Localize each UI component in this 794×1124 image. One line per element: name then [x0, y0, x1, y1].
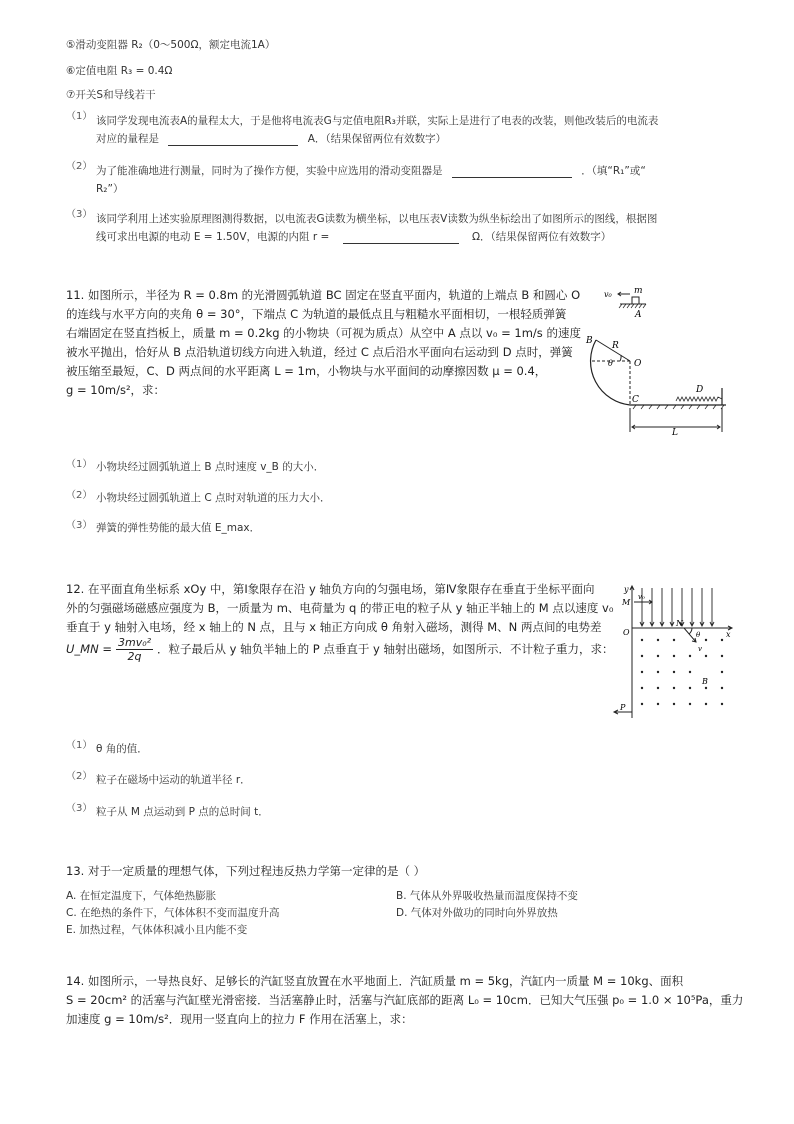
q11-fig-label-D: D: [696, 385, 704, 395]
q10-s1-line2: [96, 130, 446, 148]
q12-line-4-rest: ．粒子最后从 y 轴负半轴上的 P 点垂直于 y 轴射出磁场，如图所示．不计粒子重力，求：: [157, 642, 614, 656]
q12-fig-label-theta: θ: [696, 631, 701, 639]
q12-umn-lhs: U_MN =: [66, 642, 112, 656]
item-7-switch-wires: ⑦开关S和导线若干: [66, 89, 156, 101]
q11-subquestion-2: [66, 487, 566, 507]
q13-option-A[interactable]: A. 在恒定温度下，气体绝热膨胀: [66, 890, 217, 902]
q10-s1-answer-blank[interactable]: [168, 133, 298, 146]
q12-s1-number: （1）: [66, 740, 93, 751]
q10-s1-text-pre: 对应的量程是: [96, 133, 159, 145]
q11-line-4: 被水平抛出，恰好从 B 点沿轨道切线方向进入轨道，经过 C 点后沿水平面向右运动到 D 点时，弹簧: [66, 345, 573, 359]
q10-s3-line2: [96, 228, 611, 246]
q13-option-B[interactable]: B. 气体从外界吸收热量而温度保持不变: [396, 890, 578, 902]
q11-fig-label-v0: v₀: [604, 290, 612, 299]
q12-s3-number: （3）: [66, 803, 93, 814]
q10-s2-text-pre: 为了能准确地进行测量，同时为了操作方便，实验中应选用的滑动变阻器是: [96, 165, 443, 177]
q12-subquestion-2: [66, 768, 566, 788]
q12-umn-fraction: [116, 636, 153, 663]
q10-subquestion-2: [66, 158, 766, 198]
q11-subquestion-1: [66, 456, 566, 476]
q11-fig-label-C: C: [632, 395, 639, 405]
q14-line-1: 14. 如图所示，一导热良好、足够长的汽缸竖直放置在水平地面上．汽缸质量 m = 5kg，汽缸内一质量 M = 10kg、面积: [66, 974, 684, 988]
q10-s2-line1: [96, 162, 646, 180]
q11-s2-number: （2）: [66, 490, 93, 501]
q12-s1-text: θ 角的值．: [96, 743, 148, 755]
q11-fig-label-theta: θ: [608, 359, 613, 368]
q11-fig-label-R: R: [612, 341, 619, 351]
q12-fig-label-B: B: [702, 677, 708, 686]
q10-s2-number: （2）: [66, 161, 93, 172]
q11-s3-text: 弹簧的弹性势能的最大值 E_max．: [96, 522, 261, 534]
q10-subquestion-3: [66, 206, 766, 246]
q12-subquestion-1: [66, 737, 566, 757]
q12-fig-label-v0: v₀: [638, 593, 645, 601]
q12-s2-text: 粒子在磁场中运动的轨道半径 r．: [96, 774, 251, 786]
item-5-slide-rheostat: ⑤滑动变阻器 R₂（0～500Ω，额定电流1A）: [66, 39, 276, 51]
q12-fig-label-O: O: [623, 628, 630, 637]
q11-line-6: g = 10m/s²，求：: [66, 383, 166, 397]
q11-fig-label-A: A: [635, 310, 642, 320]
q11-s2-text: 小物块经过圆弧轨道上 C 点时对轨道的压力大小．: [96, 492, 331, 504]
item-6-fixed-resistor: ⑥定值电阻 R₃ = 0.4Ω: [66, 65, 173, 77]
q10-s3-text-post: Ω．（结果保留两位有效数字）: [471, 231, 612, 243]
q12-umn-denominator: 2q: [127, 649, 142, 663]
q10-s1-text-post: A．（结果保留两位有效数字）: [307, 133, 447, 145]
q12-fig-label-x: x: [726, 630, 731, 639]
q12-line-2: 外的匀强磁场磁感应强度为 B，一质量为 m、电荷量为 q 的带正电的粒子从 y 轴正半轴上的 M 点以速度 v₀: [66, 601, 614, 615]
q12-fig-label-y: y: [624, 585, 629, 594]
q10-s3-number: （3）: [66, 209, 93, 220]
q12-fig-label-M: M: [622, 598, 631, 607]
q11-line-2: 的连线与水平方向的夹角 θ = 30°，下端点 C 为轨道的最低点且与粗糙水平面相切，一根轻质弹簧: [66, 307, 567, 321]
q11-fig-label-L: L: [672, 428, 678, 438]
q12-s3-text: 粒子从 M 点运动到 P 点的总时间 t．: [96, 806, 269, 818]
q11-s1-text: 小物块经过圆弧轨道上 B 点时速度 v_B 的大小．: [96, 461, 325, 473]
q11-fig-label-m: m: [634, 286, 643, 296]
q13-option-E[interactable]: E. 加热过程，气体体积减小且内能不变: [66, 924, 248, 936]
q12-line-1: 12. 在平面直角坐标系 xOy 中，第Ⅰ象限存在沿 y 轴负方向的匀强电场，第Ⅳ象限存在垂直于坐标平面向: [66, 582, 595, 596]
q11-line-1: 11. 如图所示，半径为 R = 0.8m 的光滑圆弧轨道 BC 固定在竖直平面内，轨道的上端点 B 和圆心 O: [66, 288, 581, 302]
q10-s3-text-pre: 线可求出电源的电动 E = 1.50V，电源的内阻 r =: [96, 231, 330, 243]
q14-line-2: S = 20cm² 的活塞与汽缸壁光滑密接．当活塞静止时，活塞与汽缸底部的距离 L₀ = 10cm．已知大气压强 p₀ = 1.0 × 10⁵Pa，重力: [66, 993, 744, 1007]
q13-option-D[interactable]: D. 气体对外做功的同时向外界放热: [396, 907, 558, 919]
q12-figure: [606, 580, 734, 720]
q13-option-C[interactable]: C. 在绝热的条件下，气体体积不变而温度升高: [66, 907, 280, 919]
q12-line-3: 垂直于 y 轴射入电场，经 x 轴上的 N 点，且与 x 轴正方向成 θ 角射入磁场，测得 M、N 两点间的电势差: [66, 620, 602, 634]
q10-s3-answer-blank[interactable]: [343, 231, 459, 244]
q12-s2-number: （2）: [66, 771, 93, 782]
q11-s3-number: （3）: [66, 520, 93, 531]
q11-line-3: 右端固定在竖直挡板上，质量 m = 0.2kg 的小物块（可视为质点）从空中 A 点以 v₀ = 1m/s 的速度: [66, 326, 581, 340]
q11-subquestion-3: [66, 517, 566, 537]
q14-line-3: 加速度 g = 10m/s²．现用一竖直向上的拉力 F 作用在活塞上，求：: [66, 1012, 413, 1026]
q10-s1-number: （1）: [66, 111, 93, 122]
q10-s1-line1: 该同学发现电流表A的量程太大，于是他将电流表G与定值电阻R₃并联，实际上是进行了电表的改装，则他改装后的电流表: [96, 115, 659, 127]
q11-line-5: 被压缩至最短，C、D 两点间的水平距离 L = 1m，小物块与水平面间的动摩擦因数 μ = 0.4，: [66, 364, 547, 378]
q10-s2-line2: R₂”）: [96, 183, 124, 195]
q12-fig-label-P: P: [620, 703, 626, 712]
q11-fig-label-B: B: [586, 336, 593, 346]
q11-fig-label-O: O: [634, 359, 642, 369]
q11-s1-number: （1）: [66, 459, 93, 470]
q12-subquestion-3: [66, 800, 566, 820]
q12-line-4: [66, 634, 614, 664]
q10-s2-text-post: ．（填“R₁”或“: [581, 165, 646, 177]
q13-stem: 13. 对于一定质量的理想气体，下列过程违反热力学第一定律的是（ ）: [66, 864, 426, 878]
q12-fig-label-v: v: [698, 645, 702, 653]
q10-subquestion-1: [66, 108, 766, 148]
q10-s2-answer-blank[interactable]: [452, 165, 572, 178]
q12-fig-label-N: N: [676, 619, 683, 628]
q12-umn-numerator: 3mv₀²: [117, 635, 152, 649]
q11-figure: [576, 282, 732, 438]
q10-s3-line1: 该同学利用上述实验原理图测得数据，以电流表G读数为横坐标，以电压表V读数为纵坐标绘出了如图所示的图线，根据图: [96, 213, 658, 225]
